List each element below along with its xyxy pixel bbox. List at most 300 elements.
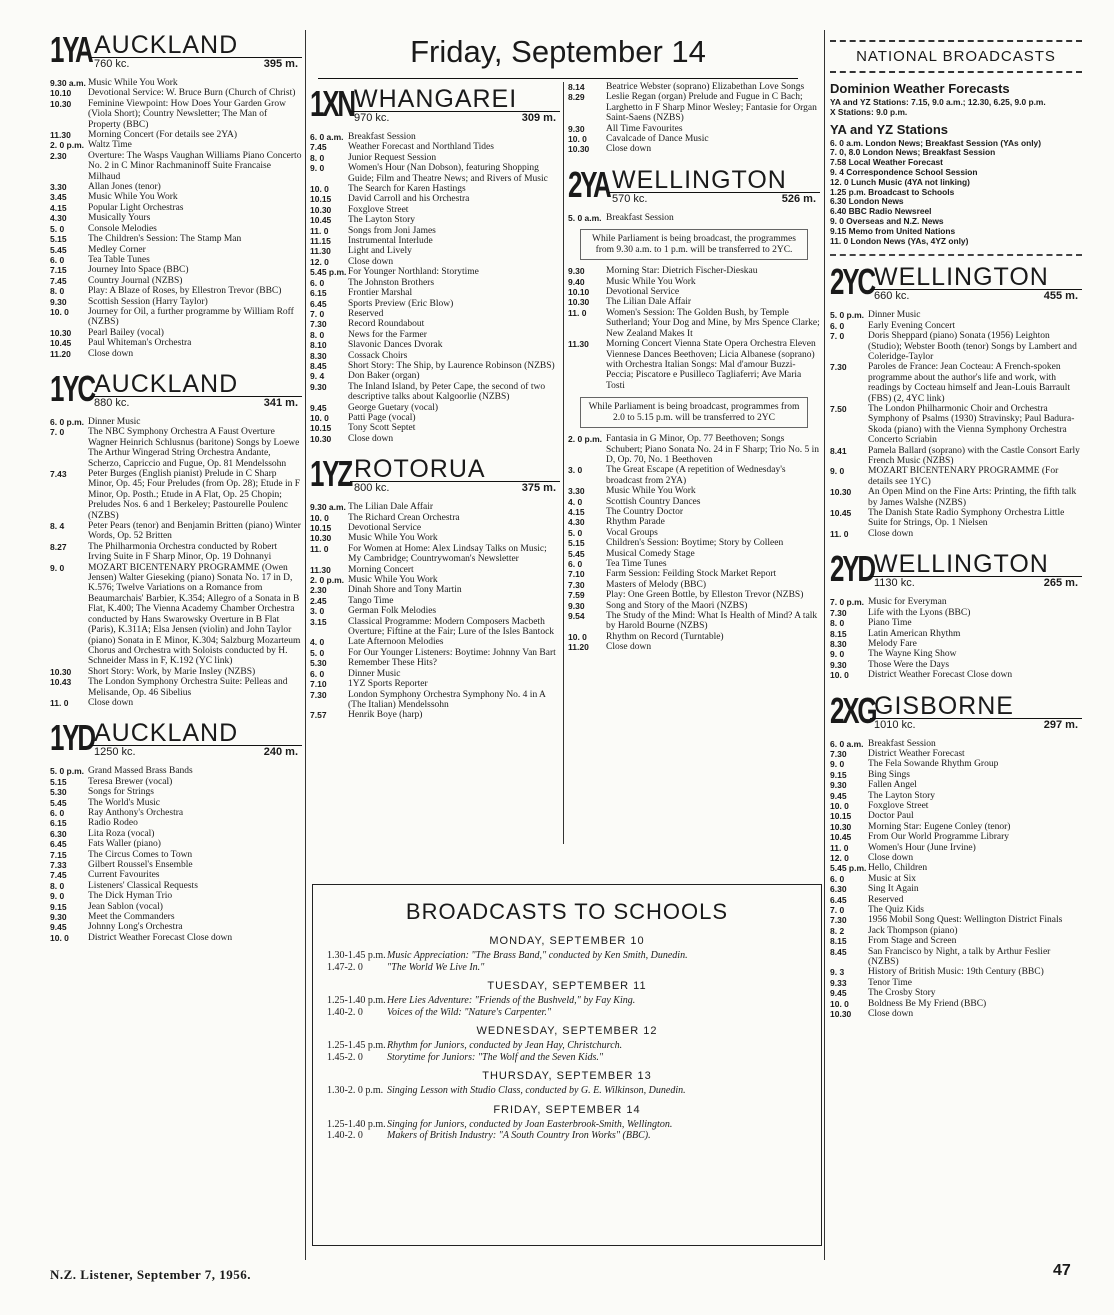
programme-title: Music While You Work: [88, 192, 178, 203]
programme-title: Music While You Work: [348, 533, 438, 544]
programme-time: 7.30: [310, 689, 327, 700]
station-call-sign: 2XG: [830, 689, 876, 731]
programme-title: The Johnston Brothers: [348, 277, 435, 288]
programme-item: [50, 881, 302, 891]
station-city: ROTORUA: [354, 455, 486, 484]
programme-title: Piano Time: [868, 618, 912, 629]
programme-title: For Younger Northland: Storytime: [348, 267, 479, 278]
programme-time: 8. 0: [310, 329, 325, 340]
station-wavelength: 395 m.: [263, 58, 298, 70]
programme-item: [50, 338, 302, 348]
programme-item: [830, 811, 1082, 821]
programme-item: [830, 749, 1082, 759]
programme-title: Dinner Music: [88, 416, 141, 427]
programme-title: Journey Into Space (BBC): [88, 265, 189, 276]
programme-item: [830, 926, 1082, 936]
programme-item: [50, 286, 302, 296]
programme-time: 12. 0: [310, 256, 329, 267]
programme-time: 10.30: [830, 1009, 852, 1020]
schools-programme: Here Lies Adventure: "Friends of the Bushveld," by Fay King.: [387, 995, 636, 1006]
programme-item: [50, 698, 302, 708]
programme-title: Farm Session: Feilding Stock Market Report: [606, 569, 777, 580]
programme-item: [50, 829, 302, 839]
programme-title: Breakfast Session: [348, 132, 416, 142]
programme-title: Doris Sheppard (piano) Sonata (1956) Leighton (Studio); Webster Booth (tenor) Songs by Lambert and Coleridge-Taylor: [868, 331, 1077, 362]
programme-time: 6.45: [830, 894, 847, 905]
programme-time: 8. 0: [50, 880, 65, 891]
programme-title: The London Symphony Orchestra Suite: Pelleas and Melisande, Op. 46 Sibelius: [88, 677, 288, 698]
programme-item: [50, 203, 302, 213]
programme-time: 10.15: [310, 423, 332, 434]
programme-time: 6.15: [310, 288, 327, 299]
programme-item: [568, 339, 820, 391]
programme-title: Women's Hour (June Irvine): [868, 842, 976, 853]
station-header: [568, 165, 820, 211]
footer-source: N.Z. Listener, September 7, 1956.: [50, 1267, 252, 1282]
programme-time: 7.45: [50, 870, 67, 881]
station-header: [830, 549, 1082, 595]
programme-item: [830, 629, 1082, 639]
column-rule: [824, 30, 825, 1260]
station-frequency: 570 kc.: [612, 192, 648, 205]
programme-item: [50, 130, 302, 140]
programme-title: Instrumental Interlude: [348, 236, 433, 247]
programme-title: Sports Preview (Eric Blow): [348, 298, 454, 309]
schools-time: 1.25-1.40 p.m.: [327, 995, 386, 1006]
station-frequency: 1010 kc.: [874, 718, 916, 731]
programme-time: 7.45: [50, 275, 67, 286]
schools-time: 1.47-2. 0: [327, 961, 363, 973]
programme-item: [310, 403, 560, 413]
programme-title: German Folk Melodies: [348, 606, 437, 617]
programme-title: 1YZ Sports Reporter: [348, 679, 428, 690]
station-header: [50, 30, 302, 76]
programme-time: 7.50: [830, 404, 847, 415]
schools-day: THURSDAY, SEPTEMBER 13: [482, 1070, 652, 1082]
programme-title: Tea Time Tunes: [606, 559, 667, 569]
schools-programme: Singing for Juniors, conducted by Joan Easterbrook-Smith, Wellington.: [387, 1118, 673, 1130]
programme-title: An Open Mind on the Fine Arts: Printing, the fifth talk by James Walshe (NZBS): [868, 487, 1077, 508]
station-city: AUCKLAND: [94, 369, 239, 398]
programme-title: For Our Younger Listeners: Boytime: Johnny Van Bart: [348, 647, 556, 658]
programme-time: 9. 0: [50, 562, 65, 573]
programme-item: [50, 818, 302, 828]
programme-item: [50, 307, 302, 328]
programme-item: [50, 667, 302, 677]
schools-programme: Storytime for Juniors: "The Wolf and the Seven Kids.": [387, 1051, 604, 1063]
programme-title: Paroles de France: Jean Cocteau: A French-spoken programme about the author's life and work, with readings by Cocteau himself and Jean-Louis Barrault (FBS) (2, 4YC link): [868, 362, 1071, 404]
programme-title: Morning Concert Vienna State Opera Orchestra Eleven Viennese Dances Beethoven; Licia Albanese (soprano) with Orchestra Italian Songs: Mal d'amour Buzzi-Peccia; Piscatore e Pusilleco Tagliaferri; Ave Maria Tosti: [606, 339, 816, 391]
programme-item: [310, 679, 560, 689]
programme-item: [50, 99, 302, 130]
programme-title: Women's Session: The Golden Bush, by Temple Sutherland; Your Dog and Mine, by Mrs Spence Clarke; New Zealand Makes It: [606, 307, 820, 339]
programme-title: Cossack Choirs: [348, 350, 408, 361]
programme-title: District Weather Forecast: [868, 748, 965, 759]
programme-time: 3.30: [50, 182, 67, 193]
station-city: GISBORNE: [874, 691, 1014, 720]
programme-time: 7.15: [50, 265, 67, 276]
programme-time: 9.33: [830, 977, 847, 988]
programme-time: 5.30: [310, 658, 327, 669]
programme-title: Reserved: [868, 894, 904, 905]
programme-item: [310, 153, 560, 163]
column-rule: [305, 30, 306, 1260]
programme-title: The Study of the Mind: What Is Health of Mind? A talk by Harold Bourne (NZBS): [606, 611, 818, 632]
station-call-sign: 1YC: [50, 367, 94, 409]
programme-title: Jean Sablon (vocal): [88, 901, 163, 912]
programme-time: 4. 0: [568, 496, 583, 507]
programme-title: Peter Pears (tenor) and Benjamin Britten (piano) Winter Words, Op. 52 Britten: [88, 521, 301, 542]
programme-item: [310, 565, 560, 575]
station-block: [50, 718, 302, 943]
programme-item: [568, 308, 820, 339]
schools-line: [313, 1052, 821, 1064]
programme-time: 9. 0: [830, 466, 845, 477]
programme-item: [830, 639, 1082, 649]
programme-time: 9.15: [830, 769, 847, 780]
programme-item: [568, 538, 820, 548]
programme-title: Breakfast Session: [868, 738, 936, 749]
programme-title: Devotional Service: W. Bruce Burn (Church of Christ): [88, 88, 296, 99]
programme-item: [310, 246, 560, 256]
programme-title: Melody Fare: [868, 638, 917, 649]
programme-time: 10. 0: [568, 631, 587, 642]
programme-time: 7.10: [310, 679, 327, 690]
programme-item: [50, 922, 302, 932]
programme-title: Tenor Time: [868, 977, 912, 988]
programme-title: Hello, Children: [868, 863, 928, 874]
programme-time: 8.29: [568, 92, 585, 103]
programme-time: 7.30: [830, 362, 847, 373]
station-city: AUCKLAND: [94, 31, 239, 59]
programme-time: 9.45: [830, 790, 847, 801]
programme-time: 10.30: [830, 487, 852, 498]
programme-time: 11.15: [310, 236, 331, 247]
programme-title: Teresa Brewer (vocal): [88, 776, 173, 787]
programme-time: 10.45: [830, 832, 852, 843]
programme-item: [310, 413, 560, 423]
programme-title: Close down: [88, 348, 134, 359]
programme-title: Grand Massed Brass Bands: [88, 766, 193, 777]
programme-time: 10.15: [310, 194, 332, 205]
station-header: [830, 691, 1082, 737]
programme-item: [310, 236, 560, 246]
programme-title: Listeners' Classical Requests: [88, 880, 198, 891]
station-wavelength: 455 m.: [1043, 290, 1078, 303]
programme-title: Vocal Groups: [606, 527, 658, 538]
station-header: [310, 84, 560, 130]
programme-item: [50, 245, 302, 255]
programme-title: Ray Anthony's Orchestra: [88, 807, 184, 818]
programme-time: 7.45: [310, 142, 327, 153]
programme-item: [568, 297, 820, 307]
programme-time: 10.30: [568, 144, 590, 155]
programme-title: Pearl Bailey (vocal): [88, 327, 164, 338]
programme-title: Boldness Be My Friend (BBC): [868, 998, 987, 1009]
programme-title: Junior Request Session: [348, 152, 437, 163]
station-block: [830, 691, 1082, 1020]
programme-item: [568, 486, 820, 496]
programme-item: [310, 226, 560, 236]
station-wavelength: 297 m.: [1043, 718, 1078, 731]
programme-time: 7. 0: [830, 331, 845, 342]
station-call-sign: 1YD: [50, 717, 94, 759]
programme-title: Country Journal (NZBS): [88, 275, 183, 286]
programme-time: 6. 0: [830, 873, 845, 884]
programme-title: Rhythm Parade: [606, 517, 665, 528]
programme-title: Popular Light Orchestras: [88, 202, 184, 213]
programme-item: [310, 648, 560, 658]
programme-title: Music While You Work: [88, 78, 178, 88]
programme-title: Don Baker (organ): [348, 371, 420, 382]
programme-title: MOZART BICENTENARY PROGRAMME (For details see 1YC): [868, 466, 1059, 487]
schools-line: [313, 962, 821, 974]
programme-title: Remember These Hits?: [348, 658, 437, 669]
programme-title: Music at Six: [868, 873, 917, 884]
programme-time: 9.30: [568, 123, 585, 134]
programme-title: Jack Thompson (piano): [868, 925, 958, 936]
station-frequency: 760 kc.: [94, 58, 130, 70]
schools-programme: Music Appreciation: "The Brass Band," conducted by Ken Smith, Dunedin.: [387, 950, 688, 961]
station-header: [50, 718, 302, 764]
schools-time: 1.40-2. 0: [327, 1130, 363, 1141]
programme-title: Slavonic Dances Dvorak: [348, 340, 443, 351]
station-block: [50, 30, 302, 359]
programme-title: All Time Favourites: [606, 123, 683, 134]
programme-title: The Crosby Story: [868, 988, 936, 999]
programme-item: [830, 832, 1082, 842]
programme-item: [568, 92, 820, 123]
programme-time: 7.30: [830, 607, 847, 618]
programme-item: [830, 988, 1082, 998]
station-block: [830, 262, 1082, 539]
programme-item: [310, 340, 560, 350]
programme-time: 7.33: [50, 860, 67, 870]
programme-item: [568, 144, 820, 154]
programme-time: 8. 2: [830, 925, 845, 936]
programme-list: [50, 78, 302, 359]
programme-item: [830, 597, 1082, 607]
programme-title: Fats Waller (piano): [88, 839, 161, 850]
programme-item: [568, 497, 820, 507]
programme-item: [568, 266, 820, 276]
programme-item: [830, 874, 1082, 884]
programme-time: 2.45: [310, 595, 327, 606]
programme-item: [310, 299, 560, 309]
station-frequency: 970 kc.: [354, 112, 390, 124]
programme-item: [830, 770, 1082, 780]
programme-title: Frontier Marshal: [348, 288, 413, 299]
programme-item: [50, 542, 302, 563]
programme-item: [830, 999, 1082, 1009]
programme-title: Light and Lively: [348, 246, 412, 257]
national-line: 6. 0 a.m. London News; Breakfast Session (YAs only): [830, 137, 1041, 148]
programme-title: The Lilian Dale Affair: [348, 502, 434, 513]
station-frequency: 1250 kc.: [94, 746, 136, 759]
programme-title: Peter Burges (English pianist) Prelude in C Sharp Minor, Op. 45; Four Preludes (from Op. 28); Etude in F Minor, Op. Posth.; Etude in A Flat, Op. 25 Chopin; Preludes Nos. 6 and 1 Berkeley; Pastourelle Poulenc (NZBS): [88, 469, 301, 521]
station-call-sign: 2YC: [830, 261, 874, 303]
programme-time: 5.45: [50, 244, 67, 255]
programme-item: [830, 331, 1082, 362]
programme-item: [310, 132, 560, 142]
programme-title: 1956 Mobil Song Quest: Wellington District Finals: [868, 915, 1063, 926]
programme-title: Close down: [348, 433, 394, 444]
programme-time: 9.30 a.m.: [50, 78, 86, 88]
programme-title: Morning Concert (For details see 2YA): [88, 130, 238, 141]
station-block: [568, 165, 820, 653]
programme-title: Close down: [348, 256, 394, 267]
programme-title: Dinner Music: [868, 310, 921, 321]
programme-time: 8. 0: [50, 286, 65, 297]
programme-time: 3.45: [50, 192, 67, 203]
programme-title: History of British Music: 19th Century (BBC): [868, 967, 1044, 978]
programme-title: Pamela Ballard (soprano) with the Castle Consort Early French Music (NZBS): [868, 445, 1080, 467]
programme-title: The NBC Symphony Orchestra A Faust Overture Wagner Heinrich Schlusnus (baritone) Songs by Loewe: [88, 427, 300, 448]
programme-title: The Quiz Kids: [868, 905, 924, 916]
programme-list: [310, 132, 560, 444]
station-city: AUCKLAND: [94, 719, 239, 748]
programme-time: 11. 0: [310, 225, 329, 236]
programme-time: 9.45: [830, 988, 847, 999]
programme-time: 8.10: [310, 340, 327, 351]
station-call-sign: 2YD: [830, 548, 874, 590]
programme-title: Devotional Service: [348, 523, 422, 533]
programme-title: Fallen Angel: [868, 780, 917, 791]
programme-time: 10.15: [830, 811, 852, 822]
programme-time: 9.15: [50, 901, 67, 912]
programme-list: [50, 417, 302, 708]
national-line: 9. 0 Overseas and N.Z. News: [830, 215, 944, 226]
programme-title: Allan Jones (tenor): [88, 182, 161, 193]
programme-time: 7. 0: [50, 427, 65, 438]
programme-item: [50, 891, 302, 901]
programme-list: [568, 266, 820, 391]
schools-day: FRIDAY, SEPTEMBER 14: [493, 1103, 641, 1116]
programme-time: 8.30: [310, 350, 327, 361]
programme-item: [50, 427, 302, 448]
programme-time: 9.30: [568, 266, 585, 277]
schools-line: [313, 1119, 821, 1131]
programme-title: Close down: [868, 1009, 914, 1020]
programme-time: 9.45: [50, 922, 67, 933]
programme-time: [50, 448, 88, 469]
programme-time: 5.15: [50, 234, 67, 245]
programme-title: Console Melodies: [88, 223, 157, 234]
programme-time: 9.30 a.m.: [310, 502, 346, 513]
programme-time: 6. 0 a.m.: [310, 132, 344, 142]
programme-item: [50, 213, 302, 223]
station-call-sign: 1XN: [310, 83, 354, 124]
programme-time: 5. 0 a.m.: [568, 212, 602, 223]
programme-title: David Carroll and his Orchestra: [348, 194, 470, 205]
programme-title: Radio Rodeo: [88, 818, 138, 829]
programme-item: [310, 330, 560, 340]
programme-item: [50, 297, 302, 307]
programme-time: 5.45: [568, 548, 585, 559]
programme-list: [568, 82, 820, 155]
programme-item: [50, 78, 302, 88]
programme-item: [50, 448, 302, 469]
programme-title: Song and Story of the Maori (NZBS): [606, 600, 748, 611]
column-1: [50, 28, 302, 1270]
programme-title: Patti Page (vocal): [348, 412, 416, 423]
programme-time: 9.30: [830, 780, 847, 791]
programme-item: [830, 310, 1082, 320]
national-line: X Stations: 9.0 p.m.: [830, 106, 908, 117]
station-wavelength: 309 m.: [521, 112, 556, 124]
programme-time: 8.15: [830, 628, 847, 639]
programme-time: 5. 0: [50, 223, 65, 234]
programme-title: Play: One Green Bottle, by Elleston Trevor (NZBS): [606, 590, 804, 601]
programme-item: [50, 469, 302, 521]
programme-time: 10. 0: [830, 800, 849, 811]
programme-title: The Layton Story: [868, 790, 936, 801]
programme-item: [50, 192, 302, 202]
programme-time: 5.15: [50, 776, 67, 787]
programme-title: The London Philharmonic Choir and Orchestra Symphony of Psalms (1930) Stravinsky; Paul Badura-Skoda (piano) with the Vienna Symphony Orchestra Concerto Scriabin: [868, 404, 1075, 446]
programme-title: Play: A Blaze of Roses, by Ellestron Trevor (BBC): [88, 286, 282, 297]
programme-item: [568, 507, 820, 517]
programme-time: 11. 0: [830, 842, 849, 853]
programme-time: 10.30: [50, 98, 72, 109]
programme-title: The Dick Hyman Trio: [88, 891, 173, 902]
programme-title: Children's Session: Boytime; Story by Colleen: [606, 538, 784, 549]
programme-item: [310, 288, 560, 298]
programme-time: 7.59: [568, 590, 585, 601]
programme-time: 9. 4: [310, 371, 325, 382]
section-divider: [830, 254, 1082, 256]
programme-item: [50, 265, 302, 275]
programme-title: Scottish Country Dances: [606, 496, 701, 507]
programme-title: Short Story: The Ship, by Laurence Robinson (NZBS): [348, 360, 555, 371]
programme-title: District Weather Forecast Close down: [868, 670, 1013, 681]
programme-title: Fantasia in G Minor, Op. 77 Beethoven; Songs Schubert; Piano Sonata No. 24 in F Sharp; Trio No. 5 in D, Op. 70, No. 1 Beethoven: [606, 434, 819, 465]
programme-item: [830, 936, 1082, 946]
schools-time: 1.25-1.40 p.m.: [327, 1118, 386, 1130]
programme-time: 8.27: [50, 541, 67, 552]
programme-time: 7.10: [568, 569, 585, 580]
national-line: 9. 4 Correspondence School Session: [830, 166, 978, 177]
programme-time: 3. 0: [568, 465, 583, 476]
programme-time: 2.30: [50, 150, 67, 161]
programme-title: Johnny Long's Orchestra: [88, 922, 183, 933]
programme-title: Foxglove Street: [868, 800, 929, 811]
programme-item: [310, 278, 560, 288]
programme-title: The Children's Session: The Stamp Man: [88, 234, 242, 245]
programme-item: [830, 529, 1082, 539]
programme-time: 6. 0: [310, 277, 325, 288]
programme-time: 9.30: [310, 381, 327, 392]
programme-title: Beatrice Webster (soprano) Elizabethan Love Songs: [606, 82, 805, 92]
programme-time: 2. 0 p.m.: [568, 434, 603, 445]
programme-time: 11.20: [50, 348, 71, 359]
schools-time: 1.30-1.45 p.m.: [327, 950, 386, 961]
schools-line: [313, 950, 821, 962]
programme-title: Doctor Paul: [868, 811, 914, 822]
programme-time: 9. 0: [830, 759, 845, 770]
programme-time: 6. 0: [310, 668, 325, 679]
programme-title: Life with the Lyons (BBC): [868, 607, 971, 618]
programme-item: [830, 466, 1082, 487]
schools-programme: "The World We Live In.": [387, 961, 485, 973]
programme-item: [830, 843, 1082, 853]
programme-time: 4.30: [50, 213, 67, 224]
programme-item: [310, 184, 560, 194]
national-line: YA and YZ Stations: 7.15, 9.0 a.m.; 12.30, 6.25, 9.0 p.m.: [830, 97, 1046, 107]
programme-time: 10. 0: [568, 134, 587, 145]
programme-time: 11. 0: [310, 543, 329, 554]
programme-item: [50, 850, 302, 860]
